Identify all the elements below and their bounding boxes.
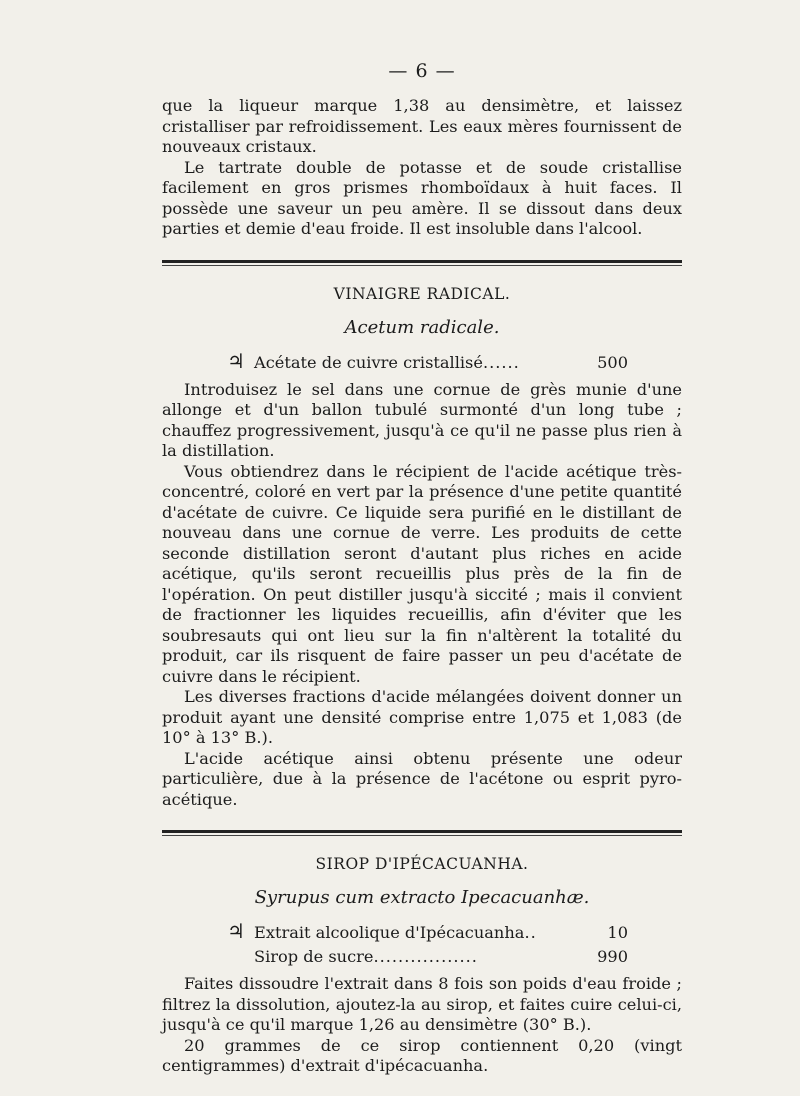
body-paragraph: Vous obtiendrez dans le récipient de l'acide acétique très-concentré, coloré en vert par la présence d'une petite quantité d'acétate de cuivre. Ce liquide sera purifié en le distillant de nouveau dans une cornue de verre. Les produits de cette seconde distillation seront d'autant plus riches en acide acétique, qu'ils seront recueillis plus près de la fin de l'opération. On peut distiller jusqu'à siccité ; mais il convient de fractionner les liquides recueillis, afin d'éviter que les soubresauts qui ont lieu sur la fin n'altèrent la totalité du produit, car ils risquent de faire passer un peu d'acétate de cuivre dans le récipient.	[162, 461, 682, 686]
leader-dots: ..	[524, 923, 537, 942]
ingredient-name: Sirop de sucre	[254, 947, 374, 966]
body-paragraph: Faites dissoudre l'extrait dans 8 fois son poids d'eau froide ; filtrez la dissolution, ajoutez-la au sirop, et faites cuire celui-ci, jusqu'à ce qu'il marque 1,26 au densimètre (30° B.).	[162, 974, 682, 1034]
section-divider	[162, 260, 682, 263]
ingredient-quantity: 990	[597, 947, 628, 966]
recipe-symbol-icon: ♃	[227, 919, 245, 943]
section-subtitle-sirop: Syrupus cum extracto Ipecacuanhæ.	[254, 887, 590, 908]
ingredient-line	[218, 920, 628, 944]
ingredient-quantity: 500	[597, 352, 628, 372]
ingredient-line	[218, 944, 628, 968]
ingredient-list-vinaigre	[218, 350, 682, 374]
body-paragraph: Introduisez le sel dans une cornue de grès munie d'une allonge et d'un ballon tubulé surmonté d'un long tube ; chauffez progressivement, jusqu'à ce qu'il ne passe plus rien à la distillation.	[162, 379, 682, 460]
page-number: — 6 —	[388, 60, 456, 82]
intro-paragraph: que la liqueur marque 1,38 au densimètre, et laissez cristalliser par refroidissement. Les eaux mères fournissent de nouveaux cristaux.	[162, 96, 682, 156]
ingredient-list-sirop	[218, 920, 682, 968]
ingredient-quantity: 10	[607, 923, 628, 942]
recipe-symbol-icon: ♃	[227, 348, 245, 373]
leader-dots: .................	[373, 947, 478, 966]
section-divider	[162, 830, 682, 833]
section-subtitle-vinaigre: Acetum radicale.	[344, 316, 500, 338]
section-title-vinaigre: VINAIGRE RADICAL.	[333, 284, 511, 303]
body-paragraph: L'acide acétique ainsi obtenu présente une odeur particulière, due à la présence de l'acétone ou esprit pyro-acétique.	[162, 748, 682, 809]
body-paragraph: 20 grammes de ce sirop contiennent 0,20 (vingt centigrammes) d'extrait d'ipécacuanha.	[162, 1035, 682, 1075]
section-title-sirop: SIROP D'IPÉCACUANHA.	[315, 855, 529, 873]
ingredient-line	[218, 350, 628, 374]
body-paragraph: Les diverses fractions d'acide mélangées doivent donner un produit ayant une densité comprise entre 1,075 et 1,083 (de 10° à 13° B.).	[162, 687, 682, 747]
ingredient-name: Extrait alcoolique d'Ipécacuanha	[254, 923, 525, 942]
book-page	[162, 60, 682, 1077]
intro-paragraph: Le tartrate double de potasse et de soude cristallise facilement en gros prismes rhomboïdaux à huit faces. Il possède une saveur un peu amère. Il se dissout dans deux parties et demie d'eau froide. Il est insoluble dans l'alcool.	[162, 157, 682, 238]
leader-dots: ......	[482, 352, 520, 372]
ingredient-name: Acétate de cuivre cristallisé	[254, 352, 483, 372]
